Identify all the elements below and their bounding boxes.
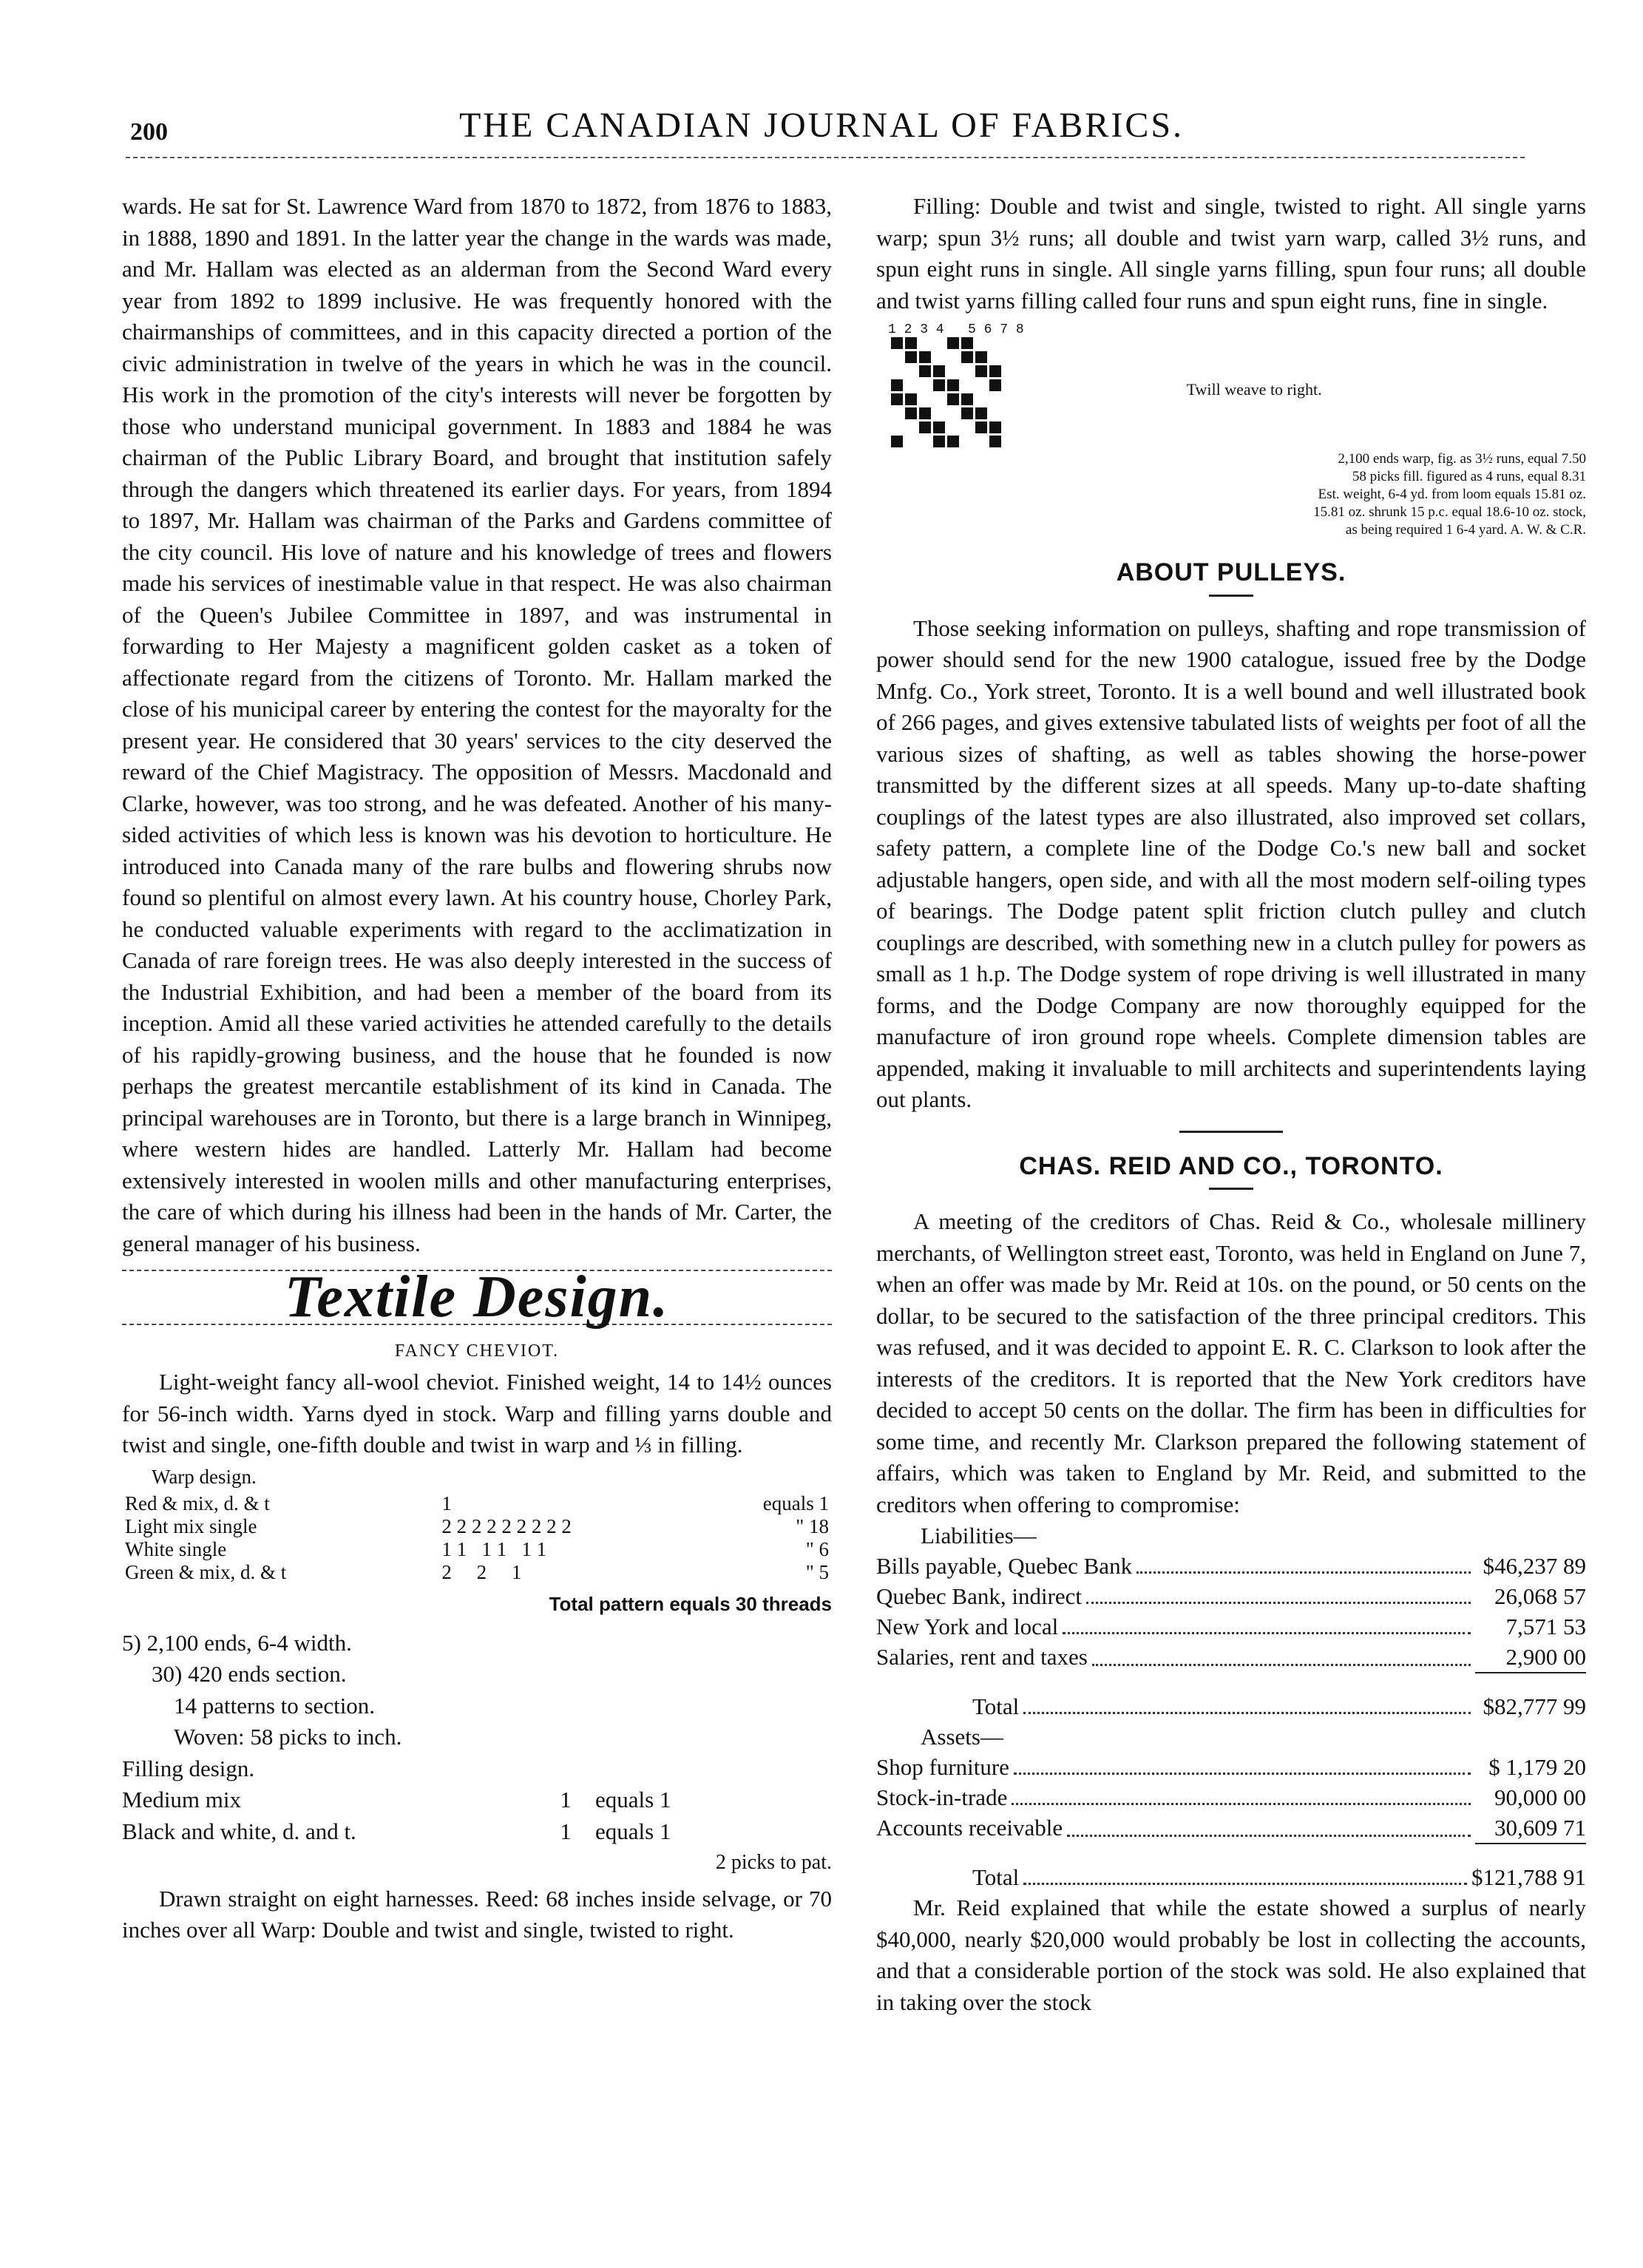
warp-row-label: White single (125, 1538, 227, 1560)
warp-row-equals: " 6 (805, 1538, 829, 1560)
weave-cell (933, 379, 945, 391)
weave-cell (933, 407, 945, 419)
weave-diagram-block (876, 322, 1586, 447)
weave-caption: Twill weave to right. (1186, 380, 1322, 399)
assets-label: Assets— (921, 1724, 1003, 1750)
weave-cell (975, 393, 987, 405)
weave-cell (947, 436, 959, 447)
weave-cell (1003, 422, 1015, 433)
weave-cell (975, 379, 987, 391)
filling-row (122, 1816, 832, 1848)
leader-dots (1023, 1691, 1471, 1714)
weave-cell (961, 365, 973, 377)
ledger-amount: 30,609 71 (1475, 1812, 1586, 1844)
ledger-total-label: Total (972, 1693, 1020, 1719)
weave-cell (961, 337, 973, 349)
liabilities-label: Liabilities— (921, 1523, 1037, 1548)
weave-cell (961, 422, 973, 433)
ledger-amount: 90,000 00 (1494, 1784, 1586, 1810)
weave-diagram (876, 322, 1024, 447)
leader-dots (1067, 1812, 1471, 1837)
leader-dots (1136, 1551, 1471, 1574)
weave-numbers: 1 2 3 4 5 6 7 8 (888, 322, 1024, 337)
weave-cell (975, 351, 987, 363)
ledger-amount: $46,237 89 (1483, 1553, 1586, 1579)
weave-cell (947, 379, 959, 391)
left-column (122, 191, 832, 1946)
leader-dots (1063, 1611, 1471, 1634)
weave-cell (891, 393, 903, 405)
weave-cell (905, 422, 917, 433)
weave-cell (891, 337, 903, 349)
weave-cell (1003, 351, 1015, 363)
warp-row-label: Green & mix, d. & t (125, 1561, 287, 1583)
weave-cell (989, 393, 1001, 405)
warp-row (122, 1561, 832, 1584)
weave-cell (961, 351, 973, 363)
title-rule (1209, 1188, 1253, 1190)
weave-cell (919, 337, 931, 349)
weave-cell (947, 393, 959, 405)
drawn-paragraph: Drawn straight on eight harnesses. Reed: 68 inches inside selvage, or 70 inches over all Warp: Double and twist and single, twisted to right. (122, 1885, 832, 1943)
warp-row (122, 1538, 832, 1561)
weave-cell (905, 379, 917, 391)
obituary-paragraph: wards. He sat for St. Lawrence Ward from 1870 to 1872, from 1876 to 1883, in 1888, 1890 and 1891. In the latter year the change in the wards was made, and Mr. Hallam was elected as an alderman from the Second Ward every year from 1892 to 1899 inclusive. He was frequently honored with the chairmanships of committees, and in this capacity directed a portion of the civic administration in twelve of the years in which he was in the council. His work in the promotion of the city's interests will never be forgotten by those who understand municipal government. In 1883 and 1884 he was chairman of the Public Library Board, and brought that institution safely through the dangers which threatened its earlier days. For years, from 1894 to 1897, Mr. Hallam was chairman of the Parks and Gardens committee of the city council. His love of nature and his knowledge of trees and flowers made his services of inestimable value in that respect. He was also chairman of the Queen's Jubilee Committee in 1897, and was instrumental in forwarding to Her Majesty a magnificent golden casket as a token of affectionate regard from the citizens of Toronto. Mr. Hallam marked the close of his municipal career by entering the contest for the mayoralty for the present year. He considered that 30 years' services to the city deserved the reward of the Chief Magistracy. The opposition of Messrs. Macdonald and Clarke, however, was too strong, and he was defeated. Another of his many-sided activities of which less is known was his devotion to horticulture. He introduced into Canada many of the rare bulbs and flowering shrubs now found so plentiful on almost every lawn. At his country house, Chorley Park, he conducted valuable experiments with regard to the acclimatization in Canada of rare foreign trees. He was also deeply interested in the success of the Industrial Exhibition, and had been a member of the board from its inception. Amid all these varied activities he attended carefully to the details of his rapidly-growing business, and the house that he founded is now perhaps the greatest mercantile establishment of its kind in Canada. The principal warehouses are in Toronto, but there is a large branch in Winnipeg, where western hides are handled. Latterly Mr. Hallam had become extensively interested in woolen mills and other manufacturing enterprises, the care of which during his illness had been in the hands of Mr. Carter, the general manager of his business. (122, 193, 832, 1256)
ledger-amount: 26,068 57 (1494, 1583, 1586, 1609)
weave-cell (905, 351, 917, 363)
weave-cell (905, 407, 917, 419)
right-column (876, 191, 1586, 2018)
section-rule (1179, 1131, 1283, 1133)
ledger-amount: 2,900 00 (1475, 1642, 1586, 1673)
pulleys-paragraph: Those seeking information on pulleys, shafting and rope transmission of power should send for the new 1900 catalogue, issued free by the Dodge Mnfg. Co., York street, Toronto. It is a well bound and well illustrated book of 266 pages, and gives extensive tabulated lists of weights per foot of all the various sizes of shafting, as well as tables showing the horse-power transmitted by the different sizes at all speeds. Many up-to-date shafting couplings of the latest types are also illustrated, also improved set collars, safety pattern, a complete line of the Dodge Co.'s new ball and socket adjustable hangers, open side, and with all the most modern self-oiling types of bearings. The Dodge patent split friction clutch pulley and clutch couplings are described, with something new in a clutch pulley for powers as small as 1 h.p. The Dodge system of rope driving is well illustrated in many forms, and the Dodge Company are now thoroughly equipped for the manufacture of iron ground rope wheels. Complete dimension tables are appended, making it invaluable to mill architects and superintendents laying out plants. (876, 615, 1586, 1112)
weave-cell (961, 393, 973, 405)
ledger-item: Shop furniture (876, 1754, 1009, 1780)
filling-row-equals: equals 1 (595, 1818, 671, 1844)
filling-paragraph: Filling: Double and twist and single, twisted to right. All single yarns warp; spun 3½ runs; all double and twist yarn warp, called 3½ runs, and spun eight runs in single. All single yarns filling, spun four runs; all double and twist yarns filling called four runs and spun eight runs, fine in single. (876, 193, 1586, 314)
weave-cell (961, 436, 973, 447)
ledger-item: Salaries, rent and taxes (876, 1644, 1088, 1670)
weave-cell (891, 351, 903, 363)
ledger-total-row (876, 1862, 1586, 1892)
weave-cell (989, 422, 1001, 433)
ledger-row (876, 1812, 1586, 1844)
filling-row-count: 1 (560, 1818, 572, 1844)
calc-line: Woven: 58 picks to inch. (174, 1724, 402, 1750)
weave-cell (989, 365, 1001, 377)
weave-cell (1003, 337, 1015, 349)
weave-cell (975, 436, 987, 447)
weave-cell (891, 365, 903, 377)
total-pattern: Total pattern equals 30 threads (549, 1593, 832, 1615)
weave-cell (961, 407, 973, 419)
weave-cell (975, 337, 987, 349)
filling-row-label: Medium mix (122, 1787, 242, 1812)
ledger-row (876, 1611, 1586, 1642)
weave-cell (905, 337, 917, 349)
weave-cell (891, 379, 903, 391)
ledger-row (876, 1642, 1586, 1673)
journal-title: THE CANADIAN JOURNAL OF FABRICS. (458, 106, 1185, 145)
ledger-total-row (876, 1691, 1586, 1722)
weave-cell (933, 351, 945, 363)
weave-note: Est. weight, 6-4 yd. from loom equals 15.81 oz. (1318, 487, 1586, 502)
textile-design-title: Textile Design. (284, 1265, 670, 1330)
weave-cell (919, 407, 931, 419)
filling-row-count: 1 (560, 1787, 572, 1812)
weave-cell (919, 393, 931, 405)
ledger-item: New York and local (876, 1614, 1059, 1639)
warp-row (122, 1492, 832, 1515)
ledger-row (876, 1581, 1586, 1611)
weave-cell (891, 422, 903, 433)
leader-dots (1023, 1862, 1467, 1885)
weave-cell (947, 351, 959, 363)
filling-row (122, 1784, 832, 1816)
weave-cell (947, 365, 959, 377)
ledger-total: $82,777 99 (1483, 1693, 1586, 1719)
leader-dots (1092, 1642, 1471, 1666)
weave-cell (919, 351, 931, 363)
leader-dots (1014, 1752, 1471, 1775)
ledger-item: Quebec Bank, indirect (876, 1583, 1083, 1609)
weave-cell (933, 393, 945, 405)
ledger-item: Bills payable, Quebec Bank (876, 1553, 1133, 1579)
filling-row-equals: equals 1 (595, 1787, 671, 1812)
weave-cell (1003, 379, 1015, 391)
weave-cell (905, 393, 917, 405)
weave-cell (947, 407, 959, 419)
weave-cell (933, 365, 945, 377)
weave-note: as being required 1 6-4 yard. A. W. & C.R. (1345, 522, 1586, 538)
fancy-cheviot-heading: FANCY CHEVIOT. (394, 1341, 560, 1361)
ledger-item: Stock-in-trade (876, 1784, 1008, 1810)
ledger-amount: $ 1,179 20 (1488, 1754, 1586, 1780)
about-pulleys-title: ABOUT PULLEYS. (1116, 558, 1346, 586)
weave-cell (891, 436, 903, 447)
reid-paragraph: A meeting of the creditors of Chas. Reid & Co., wholesale millinery merchants, of Wellington street east, Toronto, was held in England on June 7, when an offer was made by Mr. Reid at 10s. on the pound, or 50 cents on the dollar, to be secured to the satisfaction of the three principal creditors. This was refused, and it was decided to appoint E. R. C. Clarkson to look after the interests of the creditors. It is reported that the New York creditors have decided to accept 50 cents on the dollar. The firm has been in difficulties for some time, and recently Mr. Clarkson prepared the following statement of affairs, which was taken to England by Mr. Reid, and submitted to the creditors when offering to compromise: (876, 1208, 1586, 1517)
ledger-total-label: Total (972, 1864, 1020, 1890)
leader-dots (1086, 1581, 1471, 1604)
weave-cell (905, 365, 917, 377)
weave-cell (919, 436, 931, 447)
closing-paragraph: Mr. Reid explained that while the estate showed a surplus of nearly $40,000, nearly $20,000 would probably be lost in collecting the accounts, and that a considerable portion of the stock was sold. He also explained that in taking over the stock (876, 1895, 1586, 2015)
weave-cell (961, 379, 973, 391)
weave-grid (891, 337, 1024, 447)
header-rule (126, 157, 1525, 158)
ledger-row (876, 1782, 1586, 1812)
weave-cell (975, 365, 987, 377)
calc-line: 5) 2,100 ends, 6-4 width. (122, 1629, 352, 1656)
warp-row-label: Light mix single (125, 1515, 257, 1537)
warp-row-pattern: 2 2 1 (441, 1561, 522, 1583)
weave-cell (989, 407, 1001, 419)
calc-line: 14 patterns to section. (174, 1692, 376, 1719)
weave-cell (1003, 365, 1015, 377)
ledger-item: Accounts receivable (876, 1815, 1063, 1841)
weave-cell (905, 436, 917, 447)
weave-cell (989, 337, 1001, 349)
warp-row-equals: " 18 (796, 1515, 829, 1537)
weave-cell (989, 351, 1001, 363)
weave-cell (989, 436, 1001, 447)
warp-row-pattern: 2 2 2 2 2 2 2 2 2 (441, 1515, 572, 1537)
weave-cell (947, 422, 959, 433)
weave-cell (975, 422, 987, 433)
warp-row-equals: equals 1 (762, 1492, 829, 1514)
title-rule (1209, 595, 1253, 597)
weave-cell (933, 337, 945, 349)
ledger-row (876, 1551, 1586, 1581)
picks-to-pattern: 2 picks to pat. (715, 1851, 832, 1874)
warp-design-label: Warp design. (152, 1465, 257, 1488)
weave-cell (947, 337, 959, 349)
warp-design-table (122, 1492, 832, 1584)
leader-dots (1012, 1782, 1471, 1805)
weave-cell (919, 379, 931, 391)
weave-cell (1003, 407, 1015, 419)
statement-of-affairs (876, 1520, 1586, 1892)
weave-cell (989, 379, 1001, 391)
warp-row-pattern: 1 (441, 1492, 452, 1514)
filling-design-label: Filling design. (122, 1755, 255, 1781)
ledger-row (876, 1752, 1586, 1782)
weave-cell (1003, 436, 1015, 447)
weave-cell (975, 407, 987, 419)
filling-row-label: Black and white, d. and t. (122, 1818, 356, 1844)
weave-note: 58 picks fill. figured as 4 runs, equal 8.31 (1352, 469, 1586, 484)
weave-note: 2,100 ends warp, fig. as 3½ runs, equal 7.50 (1338, 451, 1586, 467)
weave-note: 15.81 oz. shrunk 15 p.c. equal 18.6-10 oz. stock, (1313, 504, 1586, 520)
warp-row-pattern: 1 1 1 1 1 1 (441, 1538, 547, 1560)
calc-line: 30) 420 ends section. (152, 1661, 347, 1687)
ledger-total: $121,788 91 (1471, 1864, 1586, 1890)
weave-cell (919, 365, 931, 377)
cheviot-intro: Light-weight fancy all-wool cheviot. Finished weight, 14 to 14½ ounces for 56-inch width. Yarns dyed in stock. Warp and filling yarns double and twist and single, one-fifth double and twist in warp and ⅓ in filling. (122, 1369, 832, 1458)
warp-row (122, 1515, 832, 1538)
weave-cell (919, 422, 931, 433)
warp-row-label: Red & mix, d. & t (125, 1492, 270, 1514)
page-number: 200 (130, 118, 168, 146)
warp-row-equals: " 5 (805, 1561, 829, 1583)
weave-cell (933, 436, 945, 447)
weave-cell (933, 422, 945, 433)
weave-cell (891, 407, 903, 419)
weave-cell (1003, 393, 1015, 405)
ledger-amount: 7,571 53 (1505, 1614, 1586, 1639)
chas-reid-title: CHAS. REID AND CO., TORONTO. (1019, 1151, 1443, 1180)
